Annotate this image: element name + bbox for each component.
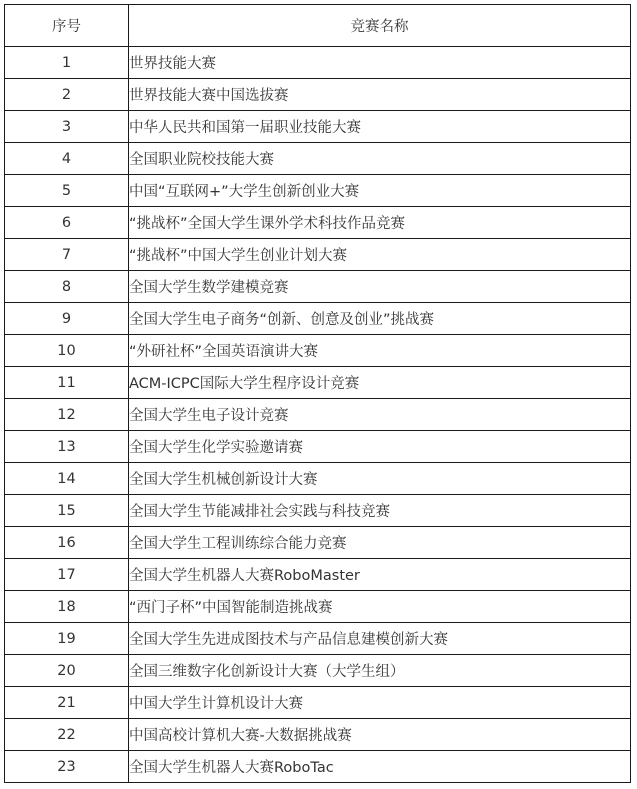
row-index: 15 [5, 495, 129, 527]
row-index: 11 [5, 367, 129, 399]
competition-name: “挑战杯”中国大学生创业计划大赛 [129, 239, 631, 271]
competition-name: 全国大学生机械创新设计大赛 [129, 463, 631, 495]
table-row [5, 335, 631, 367]
table-row [5, 399, 631, 431]
row-index: 3 [5, 111, 129, 143]
row-index: 6 [5, 207, 129, 239]
table-row [5, 751, 631, 783]
table-row [5, 175, 631, 207]
row-index: 1 [5, 47, 129, 79]
table-row [5, 687, 631, 719]
table-row [5, 79, 631, 111]
competition-name: 全国大学生工程训练综合能力竞赛 [129, 527, 631, 559]
competition-name: 世界技能大赛 [129, 47, 631, 79]
competition-name: “挑战杯”全国大学生课外学术科技作品竞赛 [129, 207, 631, 239]
competition-name: 中华人民共和国第一届职业技能大赛 [129, 111, 631, 143]
row-index: 9 [5, 303, 129, 335]
competition-name: 全国职业院校技能大赛 [129, 143, 631, 175]
row-index: 12 [5, 399, 129, 431]
competition-name: 全国大学生电子设计竞赛 [129, 399, 631, 431]
row-index: 16 [5, 527, 129, 559]
row-index: 4 [5, 143, 129, 175]
row-index: 2 [5, 79, 129, 111]
competition-table [4, 4, 631, 783]
competition-name: 全国大学生机器人大赛RoboTac [129, 751, 631, 783]
competition-name: ACM-ICPC国际大学生程序设计竞赛 [129, 367, 631, 399]
table-row [5, 559, 631, 591]
table-row [5, 111, 631, 143]
competition-name: 全国大学生电子商务“创新、创意及创业”挑战赛 [129, 303, 631, 335]
table-row [5, 623, 631, 655]
table-row [5, 527, 631, 559]
competition-name: 中国大学生计算机设计大赛 [129, 687, 631, 719]
row-index: 13 [5, 431, 129, 463]
table-body [5, 47, 631, 783]
table-row [5, 47, 631, 79]
competition-name: 全国大学生节能减排社会实践与科技竞赛 [129, 495, 631, 527]
table-row [5, 239, 631, 271]
row-index: 17 [5, 559, 129, 591]
table-row [5, 431, 631, 463]
competition-name: 全国大学生先进成图技术与产品信息建模创新大赛 [129, 623, 631, 655]
row-index: 23 [5, 751, 129, 783]
row-index: 14 [5, 463, 129, 495]
header-name: 竞赛名称 [129, 5, 631, 47]
row-index: 21 [5, 687, 129, 719]
table-row [5, 207, 631, 239]
table-row [5, 655, 631, 687]
competition-name: “西门子杯”中国智能制造挑战赛 [129, 591, 631, 623]
competition-name: 全国大学生机器人大赛RoboMaster [129, 559, 631, 591]
table-row [5, 463, 631, 495]
row-index: 22 [5, 719, 129, 751]
row-index: 10 [5, 335, 129, 367]
competition-name: 中国“互联网+”大学生创新创业大赛 [129, 175, 631, 207]
row-index: 8 [5, 271, 129, 303]
competition-name: 中国高校计算机大赛-大数据挑战赛 [129, 719, 631, 751]
row-index: 5 [5, 175, 129, 207]
competition-name: 世界技能大赛中国选拔赛 [129, 79, 631, 111]
competition-name: 全国大学生化学实验邀请赛 [129, 431, 631, 463]
table-row [5, 367, 631, 399]
header-index: 序号 [5, 5, 129, 47]
table-row [5, 719, 631, 751]
table-row [5, 271, 631, 303]
header-row [5, 5, 631, 47]
row-index: 7 [5, 239, 129, 271]
row-index: 19 [5, 623, 129, 655]
row-index: 20 [5, 655, 129, 687]
table-row [5, 143, 631, 175]
competition-name: 全国三维数字化创新设计大赛（大学生组） [129, 655, 631, 687]
table-row [5, 591, 631, 623]
table-row [5, 303, 631, 335]
row-index: 18 [5, 591, 129, 623]
table-row [5, 495, 631, 527]
competition-name: “外研社杯”全国英语演讲大赛 [129, 335, 631, 367]
competition-name: 全国大学生数学建模竞赛 [129, 271, 631, 303]
